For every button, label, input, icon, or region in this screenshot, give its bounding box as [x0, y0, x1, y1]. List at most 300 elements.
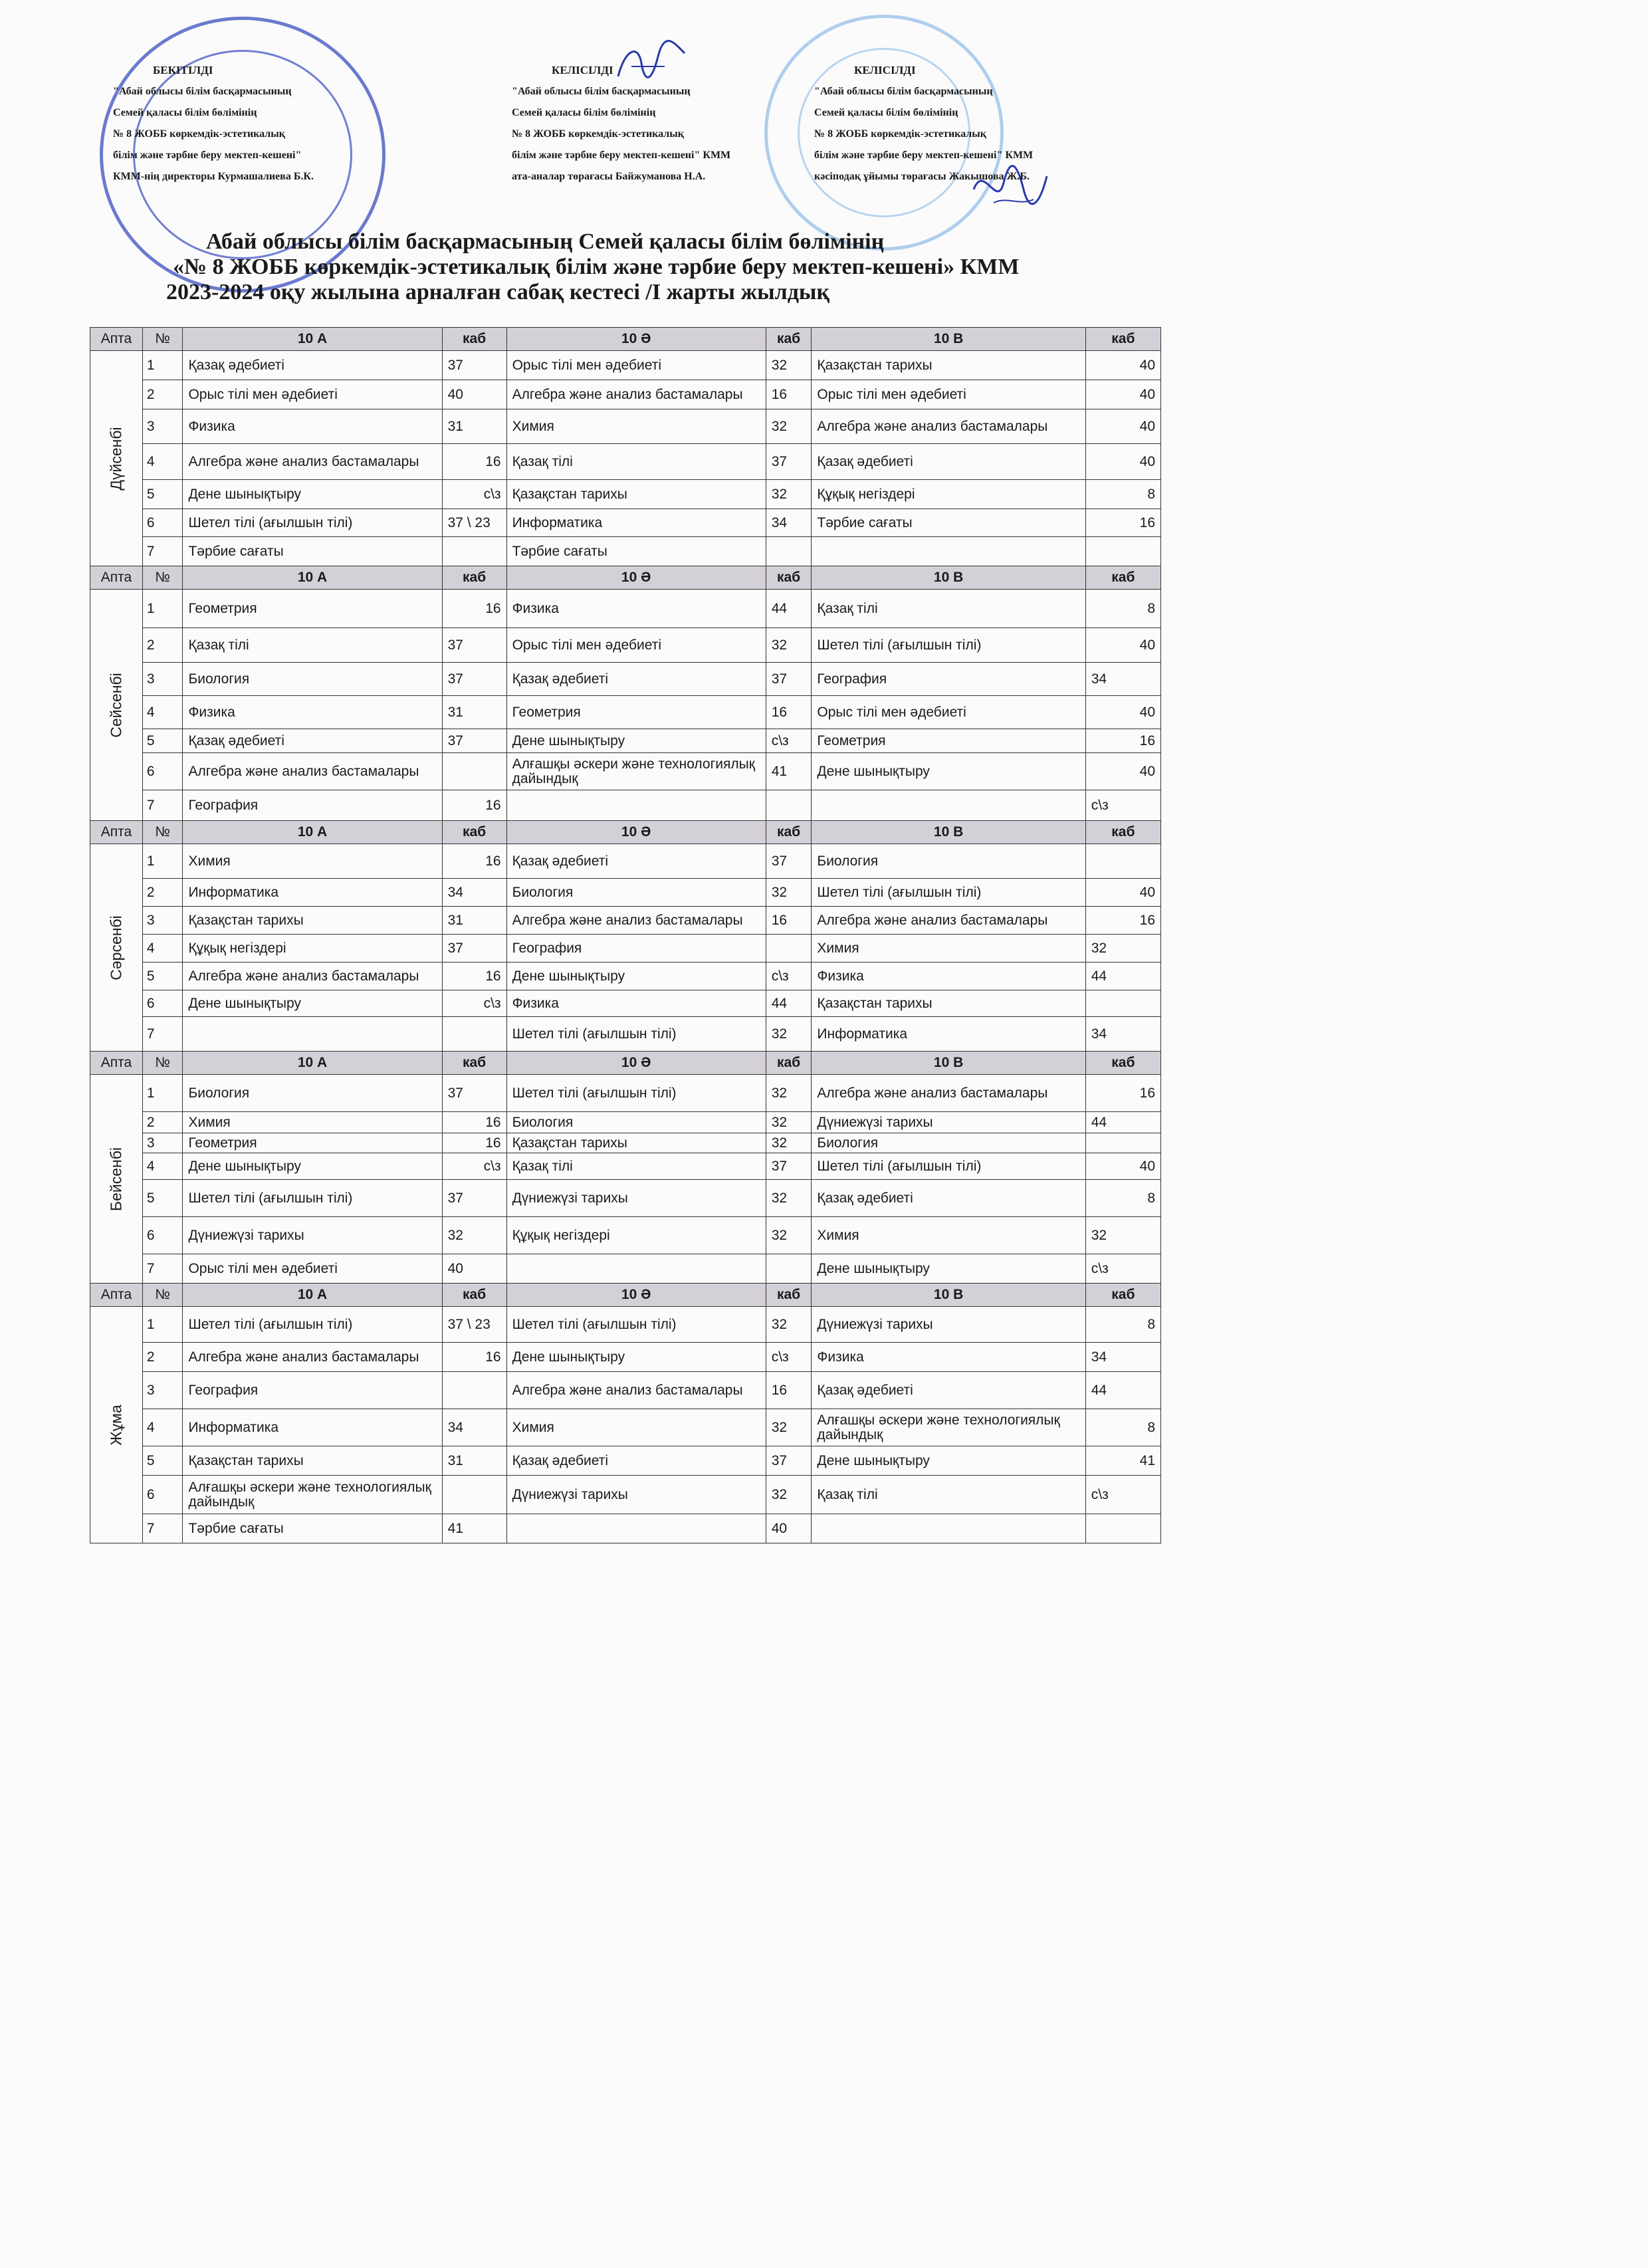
room-10b: 32 [1085, 935, 1160, 963]
subject-10ae [506, 1254, 766, 1284]
subject-10b: Информатика [812, 1017, 1085, 1052]
class-10b-header: 10 В [812, 566, 1085, 590]
subject-10ae: География [506, 935, 766, 963]
subject-10b: Шетел тілі (ағылшын тілі) [812, 1153, 1085, 1180]
room-10b [1085, 1133, 1160, 1153]
room-10ae: с\з [766, 1343, 812, 1372]
room-10ae: 32 [766, 1133, 812, 1153]
lesson-number: 7 [142, 790, 183, 821]
subject-10b: Алгебра және анализ бастамалары [812, 907, 1085, 935]
lesson-row [90, 351, 1161, 380]
day-name: Сейсенбі [107, 672, 125, 738]
subject-10ae: Химия [506, 409, 766, 444]
room-10b: 16 [1085, 509, 1160, 537]
approval-line: білім және тәрбие беру мектеп-кешені" КММ [512, 150, 731, 161]
room-header: каб [766, 1284, 812, 1307]
room-10a: 34 [442, 879, 506, 907]
room-10a [442, 537, 506, 566]
title-line-1: Абай облысы білім басқармасының Семей қаласы білім бөлімінің [206, 229, 885, 254]
subject-10b [812, 1514, 1085, 1543]
approval-line: КММ-нің директоры Курмашалиева Б.К. [113, 171, 314, 182]
room-10a: 37 [442, 663, 506, 696]
week-header: Апта [90, 1284, 143, 1307]
number-header: № [142, 1284, 183, 1307]
subject-10ae: Биология [506, 879, 766, 907]
subject-10b: Дене шынықтыру [812, 1446, 1085, 1476]
subject-10a: Қазақ әдебиеті [183, 729, 442, 753]
room-10ae: 32 [766, 879, 812, 907]
room-10a [442, 753, 506, 790]
room-10ae: 16 [766, 1372, 812, 1409]
subject-10a: Шетел тілі (ағылшын тілі) [183, 509, 442, 537]
room-10a: 40 [442, 380, 506, 409]
room-10a: 16 [442, 1343, 506, 1372]
room-10ae: 44 [766, 990, 812, 1017]
room-10ae: 37 [766, 663, 812, 696]
room-10ae: 32 [766, 628, 812, 663]
subject-10a: Қазақ тілі [183, 628, 442, 663]
room-header: каб [766, 821, 812, 844]
header-row [90, 566, 1161, 590]
lesson-number: 3 [142, 409, 183, 444]
room-10ae [766, 935, 812, 963]
subject-10a: Шетел тілі (ағылшын тілі) [183, 1307, 442, 1343]
lesson-row [90, 1180, 1161, 1217]
lesson-number: 4 [142, 1153, 183, 1180]
subject-10ae: Информатика [506, 509, 766, 537]
subject-10a: Биология [183, 663, 442, 696]
subject-10a: География [183, 1372, 442, 1409]
room-header: каб [1085, 328, 1160, 351]
room-10ae: 32 [766, 351, 812, 380]
room-10ae: 32 [766, 1112, 812, 1133]
lesson-row [90, 409, 1161, 444]
lesson-number: 3 [142, 907, 183, 935]
subject-10b: Тәрбие сағаты [812, 509, 1085, 537]
subject-10a: Дене шынықтыру [183, 1153, 442, 1180]
room-header: каб [442, 328, 506, 351]
lesson-row [90, 590, 1161, 628]
lesson-row [90, 380, 1161, 409]
subject-10a: Алғашқы әскери және технологиялық дайындық [183, 1476, 442, 1514]
room-10ae: 34 [766, 509, 812, 537]
subject-10a: Информатика [183, 879, 442, 907]
subject-10b: Қазақстан тарихы [812, 351, 1085, 380]
header-row [90, 821, 1161, 844]
approval-line: № 8 ЖОББ көркемдік-эстетикалық [512, 128, 684, 140]
lesson-row [90, 844, 1161, 879]
subject-10ae: Дүниежүзі тарихы [506, 1476, 766, 1514]
week-header: Апта [90, 566, 143, 590]
subject-10a: Шетел тілі (ағылшын тілі) [183, 1180, 442, 1217]
room-10b: 8 [1085, 1307, 1160, 1343]
lesson-row [90, 1372, 1161, 1409]
day-name-cell [90, 351, 143, 566]
lesson-row [90, 963, 1161, 990]
subject-10ae: Физика [506, 990, 766, 1017]
room-10a: 37 [442, 628, 506, 663]
subject-10ae: Орыс тілі мен әдебиеті [506, 351, 766, 380]
approval-line: Семей қаласы білім бөлімінің [512, 107, 656, 118]
room-10ae: 32 [766, 409, 812, 444]
room-10ae: 16 [766, 696, 812, 729]
room-10a: 16 [442, 844, 506, 879]
subject-10a: Алгебра және анализ бастамалары [183, 1343, 442, 1372]
approval-parents [512, 60, 730, 187]
lesson-number: 3 [142, 1372, 183, 1409]
class-10b-header: 10 В [812, 1284, 1085, 1307]
approval-line: Семей қаласы білім бөлімінің [113, 107, 257, 118]
approval-line: Семей қаласы білім бөлімінің [814, 107, 958, 118]
room-10ae: 32 [766, 1217, 812, 1254]
room-10ae: 37 [766, 1153, 812, 1180]
class-10a-header: 10 А [183, 1052, 442, 1075]
room-10b: 44 [1085, 1112, 1160, 1133]
room-10b: 8 [1085, 1180, 1160, 1217]
lesson-row [90, 1112, 1161, 1133]
lesson-row [90, 444, 1161, 480]
subject-10ae: Дене шынықтыру [506, 729, 766, 753]
lesson-row [90, 1409, 1161, 1446]
subject-10a: Орыс тілі мен әдебиеті [183, 1254, 442, 1284]
subject-10ae: Қазақ тілі [506, 1153, 766, 1180]
schedule-table [90, 327, 1161, 1543]
class-10b-header: 10 В [812, 328, 1085, 351]
lesson-row [90, 1446, 1161, 1476]
room-10ae: 32 [766, 1307, 812, 1343]
room-10b: 16 [1085, 729, 1160, 753]
room-10b: 32 [1085, 1217, 1160, 1254]
room-10b: 34 [1085, 1017, 1160, 1052]
subject-10a: Орыс тілі мен әдебиеті [183, 380, 442, 409]
room-10a: 31 [442, 696, 506, 729]
subject-10ae: Қазақ әдебиеті [506, 1446, 766, 1476]
lesson-number: 4 [142, 935, 183, 963]
subject-10b: Физика [812, 963, 1085, 990]
lesson-number: 4 [142, 1409, 183, 1446]
lesson-row [90, 1017, 1161, 1052]
subject-10ae: Дене шынықтыру [506, 963, 766, 990]
subject-10a: Қазақстан тарихы [183, 1446, 442, 1476]
lesson-number: 5 [142, 963, 183, 990]
day-name-cell [90, 1307, 143, 1543]
room-header: каб [1085, 821, 1160, 844]
class-10ae-header: 10 Ә [506, 328, 766, 351]
room-header: каб [442, 821, 506, 844]
subject-10a: Тәрбие сағаты [183, 1514, 442, 1543]
lesson-row [90, 729, 1161, 753]
subject-10a: Информатика [183, 1409, 442, 1446]
subject-10a: Геометрия [183, 1133, 442, 1153]
subject-10b: Алгебра және анализ бастамалары [812, 1075, 1085, 1112]
subject-10ae: Орыс тілі мен әдебиеті [506, 628, 766, 663]
number-header: № [142, 821, 183, 844]
room-header: каб [766, 566, 812, 590]
lesson-number: 6 [142, 1476, 183, 1514]
subject-10b: Химия [812, 935, 1085, 963]
room-10ae [766, 790, 812, 821]
approval-line: кәсіподақ ұйымы төрағасы Жакышова Ж.Б. [814, 171, 1030, 182]
subject-10b: Дене шынықтыру [812, 753, 1085, 790]
room-10ae: 37 [766, 844, 812, 879]
subject-10a: География [183, 790, 442, 821]
room-header: каб [1085, 1052, 1160, 1075]
approval-title: КЕЛІСІЛДІ [552, 64, 613, 76]
room-10ae: 44 [766, 590, 812, 628]
room-10b: 40 [1085, 444, 1160, 480]
room-header: каб [442, 566, 506, 590]
header-row [90, 1284, 1161, 1307]
room-header: каб [442, 1052, 506, 1075]
approvals-header [0, 0, 1170, 226]
lesson-number: 4 [142, 444, 183, 480]
subject-10ae [506, 1514, 766, 1543]
room-10b: 40 [1085, 879, 1160, 907]
room-10a: 31 [442, 907, 506, 935]
lesson-row [90, 1254, 1161, 1284]
room-10a: 16 [442, 444, 506, 480]
lesson-number: 2 [142, 628, 183, 663]
room-10ae [766, 537, 812, 566]
subject-10a: Қазақстан тарихы [183, 907, 442, 935]
room-10a [442, 1372, 506, 1409]
class-10b-header: 10 В [812, 1052, 1085, 1075]
room-10b: с\з [1085, 1476, 1160, 1514]
class-10a-header: 10 А [183, 566, 442, 590]
lesson-number: 6 [142, 753, 183, 790]
subject-10ae: Қазақ әдебиеті [506, 663, 766, 696]
room-10a: с\з [442, 480, 506, 509]
subject-10a: Физика [183, 409, 442, 444]
room-10b: 40 [1085, 409, 1160, 444]
room-10a: 16 [442, 790, 506, 821]
day-name: Жұма [107, 1404, 125, 1446]
lesson-number: 2 [142, 380, 183, 409]
room-10b: 40 [1085, 696, 1160, 729]
lesson-row [90, 753, 1161, 790]
week-header: Апта [90, 1052, 143, 1075]
lesson-row [90, 480, 1161, 509]
lesson-row [90, 1133, 1161, 1153]
lesson-row [90, 696, 1161, 729]
lesson-number: 1 [142, 844, 183, 879]
room-10b: 44 [1085, 963, 1160, 990]
day-name: Дүйсенбі [107, 426, 125, 491]
subject-10b: Шетел тілі (ағылшын тілі) [812, 628, 1085, 663]
lesson-number: 5 [142, 1180, 183, 1217]
approval-line: № 8 ЖОББ көркемдік-эстетикалық [814, 128, 986, 140]
subject-10a: Алгебра және анализ бастамалары [183, 444, 442, 480]
lesson-row [90, 663, 1161, 696]
approval-line: "Абай облысы білім басқармасының [512, 86, 691, 97]
room-10a: 37 [442, 1075, 506, 1112]
subject-10ae: Физика [506, 590, 766, 628]
subject-10b: Физика [812, 1343, 1085, 1372]
header-row [90, 1052, 1161, 1075]
room-10b: 34 [1085, 663, 1160, 696]
lesson-row [90, 628, 1161, 663]
subject-10ae: Шетел тілі (ағылшын тілі) [506, 1017, 766, 1052]
subject-10ae: Қазақстан тарихы [506, 1133, 766, 1153]
week-header: Апта [90, 328, 143, 351]
lesson-number: 7 [142, 1017, 183, 1052]
subject-10a: Химия [183, 1112, 442, 1133]
lesson-number: 4 [142, 696, 183, 729]
room-10b [1085, 1514, 1160, 1543]
room-10ae: с\з [766, 963, 812, 990]
subject-10b: Қазақ әдебиеті [812, 444, 1085, 480]
room-10ae: 41 [766, 753, 812, 790]
lesson-row [90, 509, 1161, 537]
subject-10a: Геометрия [183, 590, 442, 628]
subject-10ae: Алгебра және анализ бастамалары [506, 1372, 766, 1409]
room-10ae: 32 [766, 1409, 812, 1446]
lesson-number: 5 [142, 480, 183, 509]
class-10a-header: 10 А [183, 821, 442, 844]
subject-10a: Дүниежүзі тарихы [183, 1217, 442, 1254]
room-header: каб [1085, 1284, 1160, 1307]
class-10a-header: 10 А [183, 1284, 442, 1307]
subject-10a: Биология [183, 1075, 442, 1112]
room-10a: 37 [442, 1180, 506, 1217]
room-10a: 37 \ 23 [442, 509, 506, 537]
subject-10a: Алгебра және анализ бастамалары [183, 753, 442, 790]
lesson-row [90, 1217, 1161, 1254]
subject-10b: Дүниежүзі тарихы [812, 1112, 1085, 1133]
subject-10b: Дене шынықтыру [812, 1254, 1085, 1284]
week-header: Апта [90, 821, 143, 844]
lesson-row [90, 790, 1161, 821]
lesson-number: 2 [142, 879, 183, 907]
subject-10a: Құқық негіздері [183, 935, 442, 963]
room-10b: 8 [1085, 480, 1160, 509]
subject-10a: Физика [183, 696, 442, 729]
subject-10b: Биология [812, 844, 1085, 879]
room-10a: 37 [442, 935, 506, 963]
day-name: Сәрсенбі [107, 915, 125, 980]
room-10ae: 37 [766, 444, 812, 480]
room-10ae: 32 [766, 1075, 812, 1112]
lesson-row [90, 907, 1161, 935]
room-header: каб [766, 328, 812, 351]
lesson-row [90, 537, 1161, 566]
subject-10b: Орыс тілі мен әдебиеті [812, 380, 1085, 409]
room-10ae: 32 [766, 1180, 812, 1217]
lesson-row [90, 990, 1161, 1017]
room-10b: 40 [1085, 351, 1160, 380]
approval-director [113, 60, 314, 187]
subject-10b [812, 790, 1085, 821]
day-name: Бейсенбі [107, 1147, 125, 1211]
subject-10a: Химия [183, 844, 442, 879]
number-header: № [142, 566, 183, 590]
lesson-number: 2 [142, 1343, 183, 1372]
approval-line: "Абай облысы білім басқармасының [814, 86, 993, 97]
room-10a: 37 [442, 351, 506, 380]
subject-10ae: Химия [506, 1409, 766, 1446]
subject-10b: Қазақ әдебиеті [812, 1180, 1085, 1217]
lesson-number: 1 [142, 590, 183, 628]
room-header: каб [766, 1052, 812, 1075]
room-10b: 16 [1085, 907, 1160, 935]
room-10b: 40 [1085, 380, 1160, 409]
room-10b: 16 [1085, 1075, 1160, 1112]
lesson-number: 7 [142, 537, 183, 566]
approval-line: "Абай облысы білім басқармасының [113, 86, 292, 97]
room-10a: 16 [442, 1133, 506, 1153]
room-10a: с\з [442, 990, 506, 1017]
approval-line: білім және тәрбие беру мектеп-кешені" КММ [814, 150, 1034, 161]
approval-line: № 8 ЖОББ көркемдік-эстетикалық [113, 128, 285, 140]
room-10a: 16 [442, 590, 506, 628]
room-10b: 8 [1085, 590, 1160, 628]
lesson-number: 6 [142, 990, 183, 1017]
room-10a: 16 [442, 1112, 506, 1133]
lesson-row [90, 1514, 1161, 1543]
lesson-number: 1 [142, 1307, 183, 1343]
room-header: каб [1085, 566, 1160, 590]
schedule-body [90, 328, 1161, 1543]
room-10b: 40 [1085, 628, 1160, 663]
title-line-2: «№ 8 ЖОББ көркемдік-эстетикалық білім және тәрбие беру мектеп-кешені» КММ [173, 255, 1020, 279]
subject-10b: Алғашқы әскери және технологиялық дайындық [812, 1409, 1085, 1446]
lesson-row [90, 1153, 1161, 1180]
subject-10ae: Алгебра және анализ бастамалары [506, 907, 766, 935]
room-10ae [766, 1254, 812, 1284]
document-title [166, 229, 1083, 305]
subject-10b: Қазақ тілі [812, 1476, 1085, 1514]
approval-line: білім және тәрбие беру мектеп-кешені" [113, 150, 302, 161]
class-10ae-header: 10 Ә [506, 566, 766, 590]
lesson-row [90, 1343, 1161, 1372]
room-10ae: 16 [766, 380, 812, 409]
room-10ae: 37 [766, 1446, 812, 1476]
day-name-cell [90, 590, 143, 821]
subject-10b: Орыс тілі мен әдебиеті [812, 696, 1085, 729]
room-10a: 32 [442, 1217, 506, 1254]
lesson-row [90, 1307, 1161, 1343]
room-10a: 31 [442, 1446, 506, 1476]
subject-10ae: Қазақ әдебиеті [506, 844, 766, 879]
lesson-row [90, 1075, 1161, 1112]
lesson-number: 5 [142, 1446, 183, 1476]
lesson-number: 1 [142, 351, 183, 380]
subject-10b: Биология [812, 1133, 1085, 1153]
class-10ae-header: 10 Ә [506, 1284, 766, 1307]
subject-10ae: Дүниежүзі тарихы [506, 1180, 766, 1217]
subject-10b: Қазақстан тарихы [812, 990, 1085, 1017]
subject-10ae: Қазақ тілі [506, 444, 766, 480]
subject-10b: География [812, 663, 1085, 696]
room-10ae: 32 [766, 1476, 812, 1514]
room-10a: 34 [442, 1409, 506, 1446]
room-10ae: с\з [766, 729, 812, 753]
room-10a: 40 [442, 1254, 506, 1284]
subject-10b: Шетел тілі (ағылшын тілі) [812, 879, 1085, 907]
room-10a: с\з [442, 1153, 506, 1180]
subject-10b: Химия [812, 1217, 1085, 1254]
subject-10ae: Алғашқы әскери және технологиялық дайындық [506, 753, 766, 790]
number-header: № [142, 328, 183, 351]
subject-10ae: Алгебра және анализ бастамалары [506, 380, 766, 409]
room-10b: 41 [1085, 1446, 1160, 1476]
subject-10b [812, 537, 1085, 566]
room-header: каб [442, 1284, 506, 1307]
approval-line: ата-аналар төрағасы Байжуманова Н.А. [512, 171, 706, 182]
lesson-number: 1 [142, 1075, 183, 1112]
room-10b [1085, 537, 1160, 566]
room-10b: 40 [1085, 753, 1160, 790]
